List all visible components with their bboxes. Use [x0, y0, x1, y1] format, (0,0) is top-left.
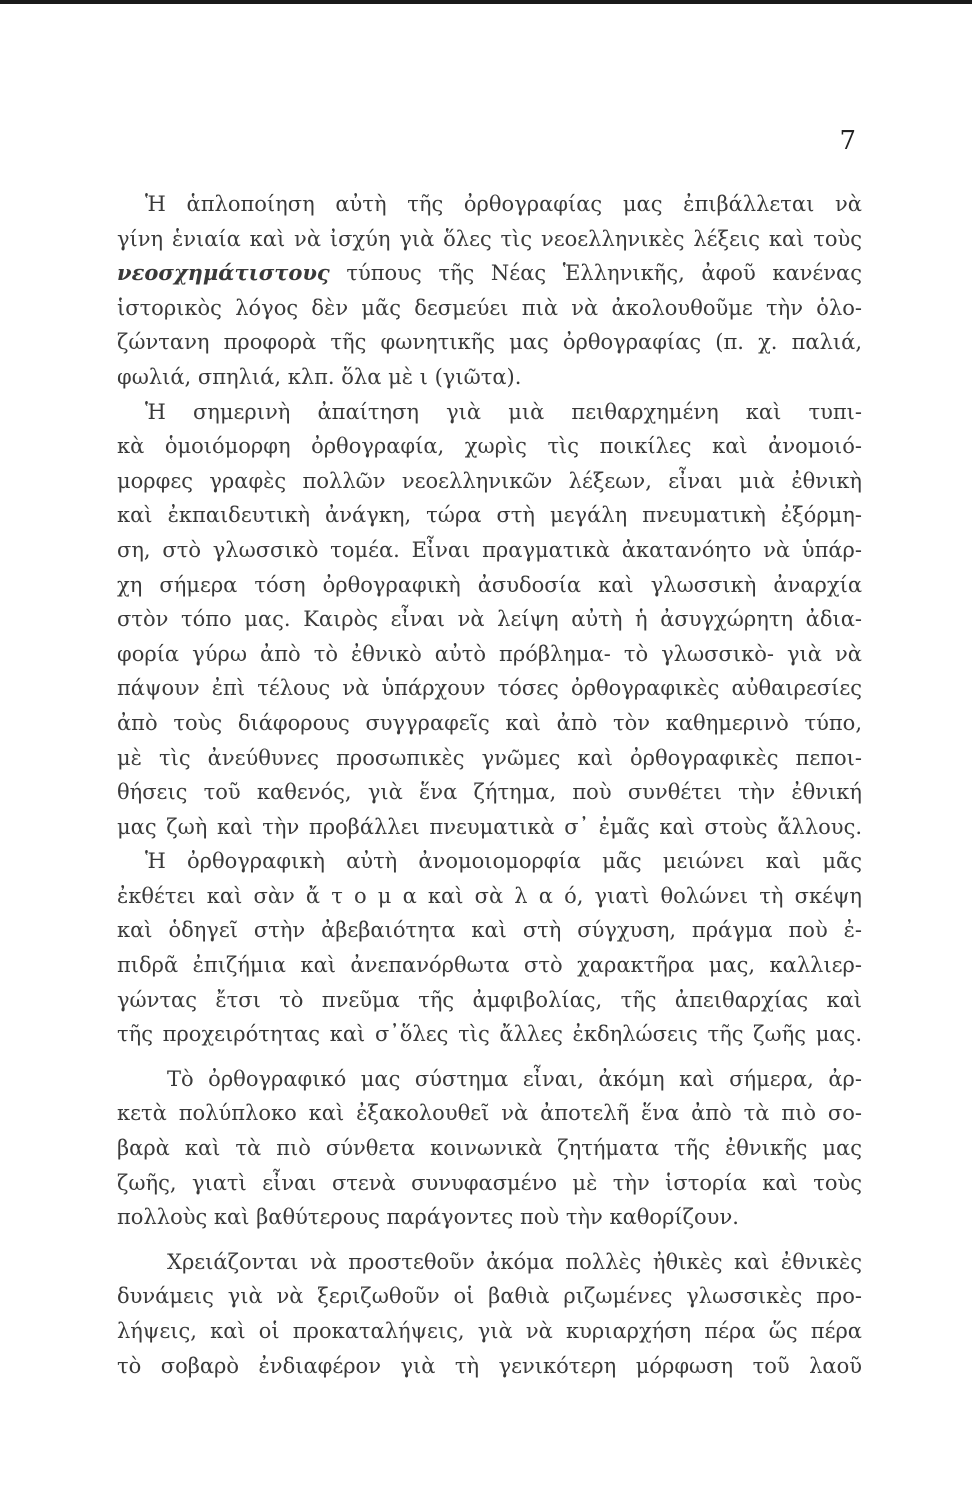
text-line: δυνάμεις γιὰ νὰ ξεριζωθοῦν οἱ βαθιὰ ριζωμένες γλωσσικὲς προ-: [117, 1284, 862, 1309]
text-line: τῆς προχειρότητας καὶ σ᾽ὅλες τὶς ἄλλες ἐκδηλώσεις τῆς ζωῆς μας.: [117, 1022, 862, 1047]
text-line: χη σήμερα τόση ὀρθογραφικὴ ἀσυδοσία καὶ γλωσσικὴ ἀναρχία: [117, 572, 862, 597]
text-line: Ἡ ἁπλοποίηση αὐτὴ τῆς ὀρθογραφίας μας ἐπιβάλλεται νὰ: [145, 192, 862, 216]
text-line: ζώντανη προφορὰ τῆς φωνητικῆς μας ὀρθογραφίας (π. χ. παλιά,: [117, 330, 862, 355]
text-line: φορία γύρω ἀπὸ τὸ ἐθνικὸ αὐτὸ πρόβλημα- τὸ γλωσσικὸ- γιὰ νὰ: [117, 641, 862, 666]
text-line: καὶ ὁδηγεῖ στὴν ἀβεβαιότητα καὶ στὴ σύγχυση, πράγμα ποὺ ἐ-: [117, 918, 862, 943]
text-line: Τὸ ὀρθογραφικό μας σύστημα εἶναι, ἀκόμη καὶ σήμερα, ἀρ-: [167, 1066, 862, 1091]
text-span: τύπους τῆς Νέας Ἑλληνικῆς, ἀφοῦ κανένας: [329, 261, 862, 286]
text-line: θήσεις τοῦ καθενός, γιὰ ἕνα ζήτημα, ποὺ συνθέτει τὴν ἐθνική: [117, 780, 862, 805]
text-line: στὸν τόπο μας. Καιρὸς εἶναι νὰ λείψη αὐτὴ ἡ ἀσυγχώρητη ἀδια-: [117, 607, 862, 632]
text-line: λήψεις, καὶ οἱ προκαταλήψεις, γιὰ νὰ κυριαρχήση πέρα ὥς πέρα: [117, 1319, 862, 1343]
text-line: [117, 256, 862, 291]
text-line: πολλοὺς καὶ βαθύτερους παράγοντες ποὺ τὴν καθορίζουν.: [117, 1205, 739, 1230]
emphasized-word: νεοσχημάτιστους: [117, 260, 330, 286]
text-line: τὸ σοβαρὸ ἐνδιαφέρον γιὰ τὴ γενικότερη μόρφωση τοῦ λαοῦ: [117, 1353, 862, 1378]
text-line: καὶ ἐκπαιδευτικὴ ἀνάγκη, τώρα στὴ μεγάλη πνευματικὴ ἐξόρμη-: [117, 503, 862, 528]
text-line: Ἡ σημερινὴ ἀπαίτηση γιὰ μιὰ πειθαρχημένη καὶ τυπι-: [145, 399, 862, 424]
text-line: μὲ τὶς ἀνεύθυνες προσωπικὲς γνῶμες καὶ ὀρθογραφικὲς πεποι-: [117, 745, 862, 770]
page-number: 7: [839, 126, 856, 156]
text-line: μας ζωὴ καὶ τὴν προβάλλει πνευματικὰ σ᾽ ἐμᾶς καὶ στοὺς ἄλλους.: [117, 814, 862, 839]
text-line: κετὰ πολύπλοκο καὶ ἐξακολουθεῖ νὰ ἀποτελῆ ἕνα ἀπὸ τὰ πιὸ σο-: [117, 1101, 862, 1126]
text-line: πιδρᾶ ἐπιζήμια καὶ ἀνεπανόρθωτα στὸ χαρακτῆρα μας, καλλιερ-: [117, 953, 862, 978]
text-line: γίνη ἑνιαία καὶ νὰ ἰσχύη γιὰ ὅλες τὶς νεοελληνικὲς λέξεις καὶ τοὺς: [117, 226, 862, 251]
text-line: ἀπὸ τοὺς διάφορους συγγραφεῖς καὶ ἀπὸ τὸν καθημερινὸ τύπο,: [117, 710, 862, 735]
body-text: [117, 187, 862, 1383]
text-line: βαρὰ καὶ τὰ πιὸ σύνθετα κοινωνικὰ ζητήματα τῆς ἐθνικῆς μας: [117, 1136, 862, 1161]
text-line: πάψουν ἐπὶ τέλους νὰ ὑπάρχουν τόσες ὀρθογραφικὲς αὐθαιρεσίες: [117, 676, 862, 701]
text-line: μορφες γραφὲς πολλῶν νεοελληνικῶν λέξεων, εἶναι μιὰ ἐθνικὴ: [117, 468, 862, 493]
text-line: ἐκθέτει καὶ σὰν ἄ τ ο μ α καὶ σὰ λ α ό, γιατὶ θολώνει τὴ σκέψη: [117, 883, 862, 908]
text-line: ζωῆς, γιατὶ εἶναι στενὰ συνυφασμένο μὲ τὴν ἱστορία καὶ τοὺς: [117, 1170, 862, 1195]
text-line: ἱστορικὸς λόγος δὲν μᾶς δεσμεύει πιὰ νὰ ἀκολουθοῦμε τὴν ὁλο-: [117, 295, 862, 320]
text-line: Ἡ ὀρθογραφικὴ αὐτὴ ἀνομοιομορφία μᾶς μειώνει καὶ μᾶς: [145, 849, 862, 874]
text-line: Χρειάζονται νὰ προστεθοῦν ἀκόμα πολλὲς ἠθικὲς καὶ ἐθνικὲς: [167, 1249, 862, 1274]
text-line: κὰ ὁμοιόμορφη ὀρθογραφία, χωρὶς τὶς ποικίλες καὶ ἀνομοιό-: [117, 434, 862, 459]
text-line: φωλιά, σπηλιά, κλπ. ὅλα μὲ ι (γιῶτα).: [117, 364, 522, 389]
text-line: γώντας ἔτσι τὸ πνεῦμα τῆς ἀμφιβολίας, τῆς ἀπειθαρχίας καὶ: [117, 987, 862, 1012]
text-line: ση, στὸ γλωσσικὸ τομέα. Εἶναι πραγματικὰ ἀκατανόητο νὰ ὑπάρ-: [117, 537, 862, 562]
